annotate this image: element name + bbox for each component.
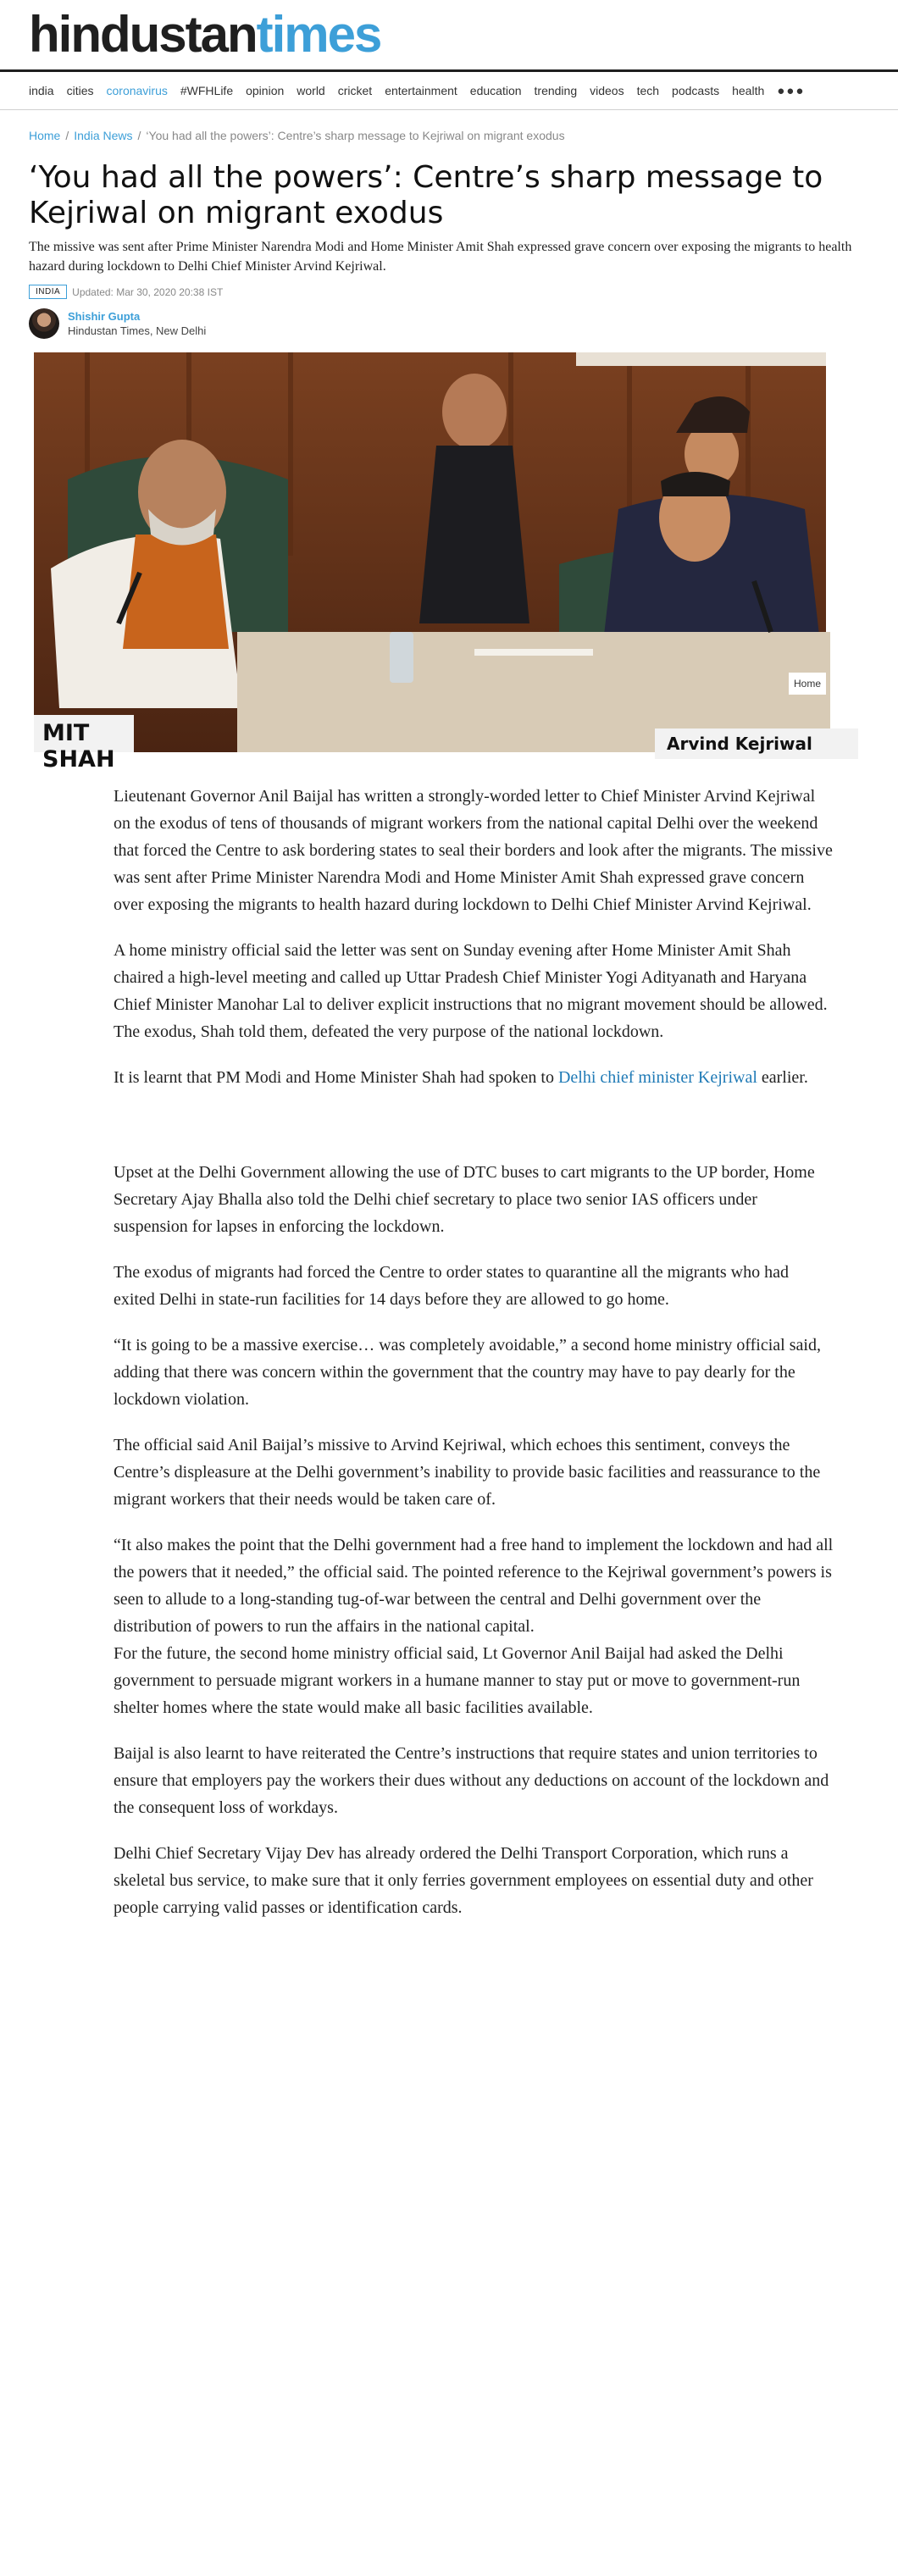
paragraph-text: It is learnt that PM Modi and Home Minister Shah had spoken to xyxy=(114,1068,558,1087)
nav-item-wfhlife[interactable]: #WFHLife xyxy=(180,84,234,97)
nav-item-cities[interactable]: cities xyxy=(66,84,94,97)
article-paragraph: For the future, the second home ministry official said, Lt Governor Anil Baijal had asked the Delhi government to persuade migrant workers in a humane manner to stay put or move to government-run shelter homes where the state would make all basic facilities available. xyxy=(114,1644,801,1717)
article-body xyxy=(114,783,834,1940)
author-avatar xyxy=(29,308,59,339)
nav-item-tech[interactable]: tech xyxy=(636,84,660,97)
article-paragraph: A home ministry official said the letter was sent on Sunday evening after Home Minister Amit Shah chaired a high-level meeting and called up Uttar Pradesh Chief Minister Yogi Adityanath and Haryana Chief Minister Manohar Lal to deliver explicit instructions that no migrant movement should be allowed. The exodus, Shah told them, defeated the very purpose of the national lockdown. xyxy=(114,941,828,1041)
updated-timestamp: Updated: Mar 30, 2020 20:38 IST xyxy=(72,285,224,298)
article-paragraph: Lieutenant Governor Anil Baijal has written a strongly-worded letter to Chief Minister Arvind Kejriwal on the exodus of tens of thousands of migrant workers from the national capital Delhi over the weekend that forced the Centre to ask bordering states to seal their borders and look after the migrants. The missive was sent after Prime Minister Narendra Modi and Home Minister Amit Shah expressed grave concern over exposing the migrants to health hazard during lockdown to Delhi Chief Minister Arvind Kejriwal. xyxy=(114,787,833,914)
breadcrumb-home[interactable]: Home xyxy=(29,129,61,142)
photo-caption-tab[interactable]: Home xyxy=(789,673,826,695)
masthead xyxy=(0,0,898,69)
article-headline: ‘You had all the powers’: Centre’s sharp message to Kejriwal on migrant exodus xyxy=(29,160,823,230)
lead-photo xyxy=(34,352,826,773)
author-byline xyxy=(29,308,206,339)
article-paragraph: Delhi Chief Secretary Vijay Dev has already ordered the Delhi Transport Corporation, which runs a skeletal bus service, to make sure that it only ferries government employees on essential duty and other people carrying valid passes or identification cards. xyxy=(114,1844,813,1917)
nav-item-cricket[interactable]: cricket xyxy=(337,84,373,97)
article-paragraph: “It also makes the point that the Delhi government had a free hand to implement the lockdown and had all the powers that it needed,” the official said. The pointed reference to the Kejriwal government’s powers is seen to allude to a long-standing tug-of-war between the central and Delhi government over the distribution of powers to run the affairs in the national capital. xyxy=(114,1536,834,1636)
article-paragraph: The exodus of migrants had forced the Centre to order states to quarantine all the migrants who had exited Delhi in state-run facilities for 14 days before they are allowed to go home. xyxy=(114,1263,789,1309)
article-paragraph xyxy=(114,1064,834,1091)
breadcrumb-section[interactable]: India News xyxy=(74,129,133,142)
paragraph-text: earlier. xyxy=(757,1068,808,1087)
nav-item-videos[interactable]: videos xyxy=(590,84,624,97)
nav-item-health[interactable]: health xyxy=(732,84,765,97)
lead-photo-image xyxy=(34,352,826,752)
article-paragraph: Upset at the Delhi Government allowing the use of DTC buses to cart migrants to the UP border, Home Secretary Ajay Bhalla also told the Delhi chief secretary to place two senior IAS officers under suspension for lapses in enforcing the lockdown. xyxy=(114,1163,815,1236)
logo-part-1: hindustan xyxy=(29,6,257,63)
breadcrumb xyxy=(29,129,565,142)
article-paragraph: The official said Anil Baijal’s missive to Arvind Kejriwal, which echoes this sentiment, conveys the Centre’s displeasure at the Delhi government’s inability to provide basic facilities and reassurance to the migrant workers that their needs would be taken care of. xyxy=(114,1436,821,1509)
author-organisation: Hindustan Times, New Delhi xyxy=(68,324,207,337)
top-navigation xyxy=(0,69,898,110)
photo-nameplate-right: Arvind Kejriwal xyxy=(655,728,858,759)
author-name-link[interactable]: Shishir Gupta xyxy=(68,310,141,323)
nav-item-trending[interactable]: trending xyxy=(534,84,578,97)
nav-item-entertainment[interactable]: entertainment xyxy=(385,84,457,97)
nav-item-india[interactable]: india xyxy=(29,84,54,97)
breadcrumb-separator: / xyxy=(137,129,141,142)
nav-item-podcasts[interactable]: podcasts xyxy=(672,84,720,97)
kejriwal-link[interactable]: Delhi chief minister Kejriwal xyxy=(557,1068,757,1087)
article-paragraph: Baijal is also learnt to have reiterated the Centre’s instructions that require states and union territories to ensure that employers pay the workers their dues without any deductions on account of the lockdown and the consequent loss of workdays. xyxy=(114,1744,829,1817)
nav-item-world[interactable]: world xyxy=(297,84,325,97)
breadcrumb-separator: / xyxy=(65,129,69,142)
photo-nameplate-left: MIT SHAH xyxy=(34,715,134,752)
nav-item-opinion[interactable]: opinion xyxy=(246,84,285,97)
site-logo[interactable] xyxy=(29,6,381,63)
nav-item-coronavirus[interactable]: coronavirus xyxy=(106,84,168,97)
logo-part-2: times xyxy=(256,6,381,63)
article-standfirst: The missive was sent after Prime Minister Narendra Modi and Home Minister Amit Shah expressed grave concern over exposing the migrants to health hazard during lockdown to Delhi Chief Minister Arvind Kejriwal. xyxy=(29,240,852,274)
nav-item-education[interactable]: education xyxy=(469,84,522,97)
article-meta xyxy=(29,285,223,299)
article-paragraph: “It is going to be a massive exercise… was completely avoidable,” a second home ministry official said, adding that there was concern within the government that the country may have to pay dearly for the lockdown violation. xyxy=(114,1336,821,1409)
breadcrumb-current: ‘You had all the powers’: Centre’s sharp message to Kejriwal on migrant exodus xyxy=(146,129,565,142)
section-tag[interactable]: INDIA xyxy=(29,285,67,299)
more-menu-icon[interactable]: ●●● xyxy=(777,83,806,98)
